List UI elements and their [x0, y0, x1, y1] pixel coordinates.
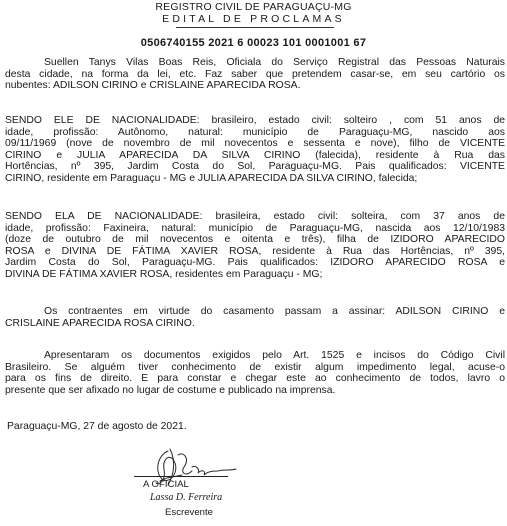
names-change-paragraph — [5, 306, 505, 329]
closing-line: presente que ser afixado no lugar de costume e publicado na imprensa. — [5, 384, 336, 396]
signatory-title: A OFICIAL — [143, 479, 189, 490]
bride-line: idade, profissão: Faxineira, natural: município de Paraguaçu-MG, nascida aos 12/10/1983 — [5, 222, 505, 234]
groom-line: idade, profissão: Autônomo, natural: município de Paraguaçu-MG, nascido aos — [5, 126, 505, 138]
signatory-role: Escrevente — [165, 507, 213, 518]
bride-line: SENDO ELA DE NACIONALIDADE: brasileira, estado civil: solteira, com 37 anos de — [5, 211, 505, 222]
names-change-line: CRISLAINE APARECIDA ROSA CIRINO. — [5, 317, 195, 329]
intro-paragraph — [5, 57, 505, 92]
signatory-name: Lassa D. Ferreira — [150, 492, 223, 503]
issue-date: Paraguaçu-MG, 27 de agosto de 2021. — [7, 421, 187, 432]
closing-paragraph — [5, 350, 505, 396]
groom-line: SENDO ELE DE NACIONALIDADE: brasileiro, estado civil: solteiro , com 51 anos de — [5, 115, 505, 126]
closing-line: Brasileiro. Se alguém tiver conhecimento de existir algum impedimento legal, acuse-o — [5, 361, 505, 373]
closing-line: Apresentaram os documentos exigidos pelo Art. 1525 e incisos do Código Civil — [44, 350, 505, 361]
protocol-number: 0506740155 2021 6 00023 101 0001001 67 — [140, 37, 367, 49]
bride-line: (doze de outubro de mil novecentos e oitenta e três), filha de IZIDORO APARECIDO — [5, 234, 505, 246]
closing-line: para os fins de direito. E para constar e chegar este ao conhecimento de todos, lavro o — [5, 373, 505, 385]
signature-line — [134, 476, 228, 477]
registry-title: REGISTRO CIVIL DE PARAGUAÇU-MG — [155, 1, 352, 13]
title-underline — [176, 27, 334, 28]
intro-line: desta cidade, na forma da lei, etc. Faz saber que pretendem casar-se, em seu cartório os — [5, 68, 505, 80]
groom-line: Hortências, nº 395, Jardim Costa do Sol, Paraguaçu-MG. Pais qualificados: VICENTE — [5, 161, 505, 173]
groom-line: 09/11/1969 (nove de novembro de mil novecentos e sessenta e nove), filho de VICENTE — [5, 138, 505, 150]
groom-paragraph — [5, 115, 505, 185]
edict-title: EDITAL DE PROCLAMAS — [162, 13, 345, 25]
intro-line: Suellen Tanys Vilas Boas Reis, Oficiala do Serviço Registral das Pessoas Naturais — [44, 57, 505, 68]
bride-line: Jardim Costa do Sol, Paraguaçu-MG. Pais qualificados: IZIDORO APARECIDO ROSA e — [5, 257, 505, 269]
bride-line: DIVINA DE FÁTIMA XAVIER ROSA, residentes em Paraguaçu - MG; — [5, 268, 323, 280]
groom-line: CIRINO e JULIA APARECIDA DA SILVA CIRINO (falecida), residente à Rua das — [5, 149, 505, 161]
names-change-line: Os contraentes em virtude do casamento passam a assinar: ADILSON CIRINO e — [44, 306, 505, 317]
bride-paragraph — [5, 211, 505, 281]
groom-line: CIRINO, residente em Paraguaçu - MG e JULIA APARECIDA DA SILVA CIRINO, falecida; — [5, 172, 418, 184]
intro-line: nubentes: ADILSON CIRINO e CRISLAINE APARECIDA ROSA. — [5, 80, 301, 92]
bride-line: ROSA e DIVINA DE FÁTIMA XAVIER ROSA, residente à Rua das Hortências, nº 395, — [5, 245, 505, 257]
